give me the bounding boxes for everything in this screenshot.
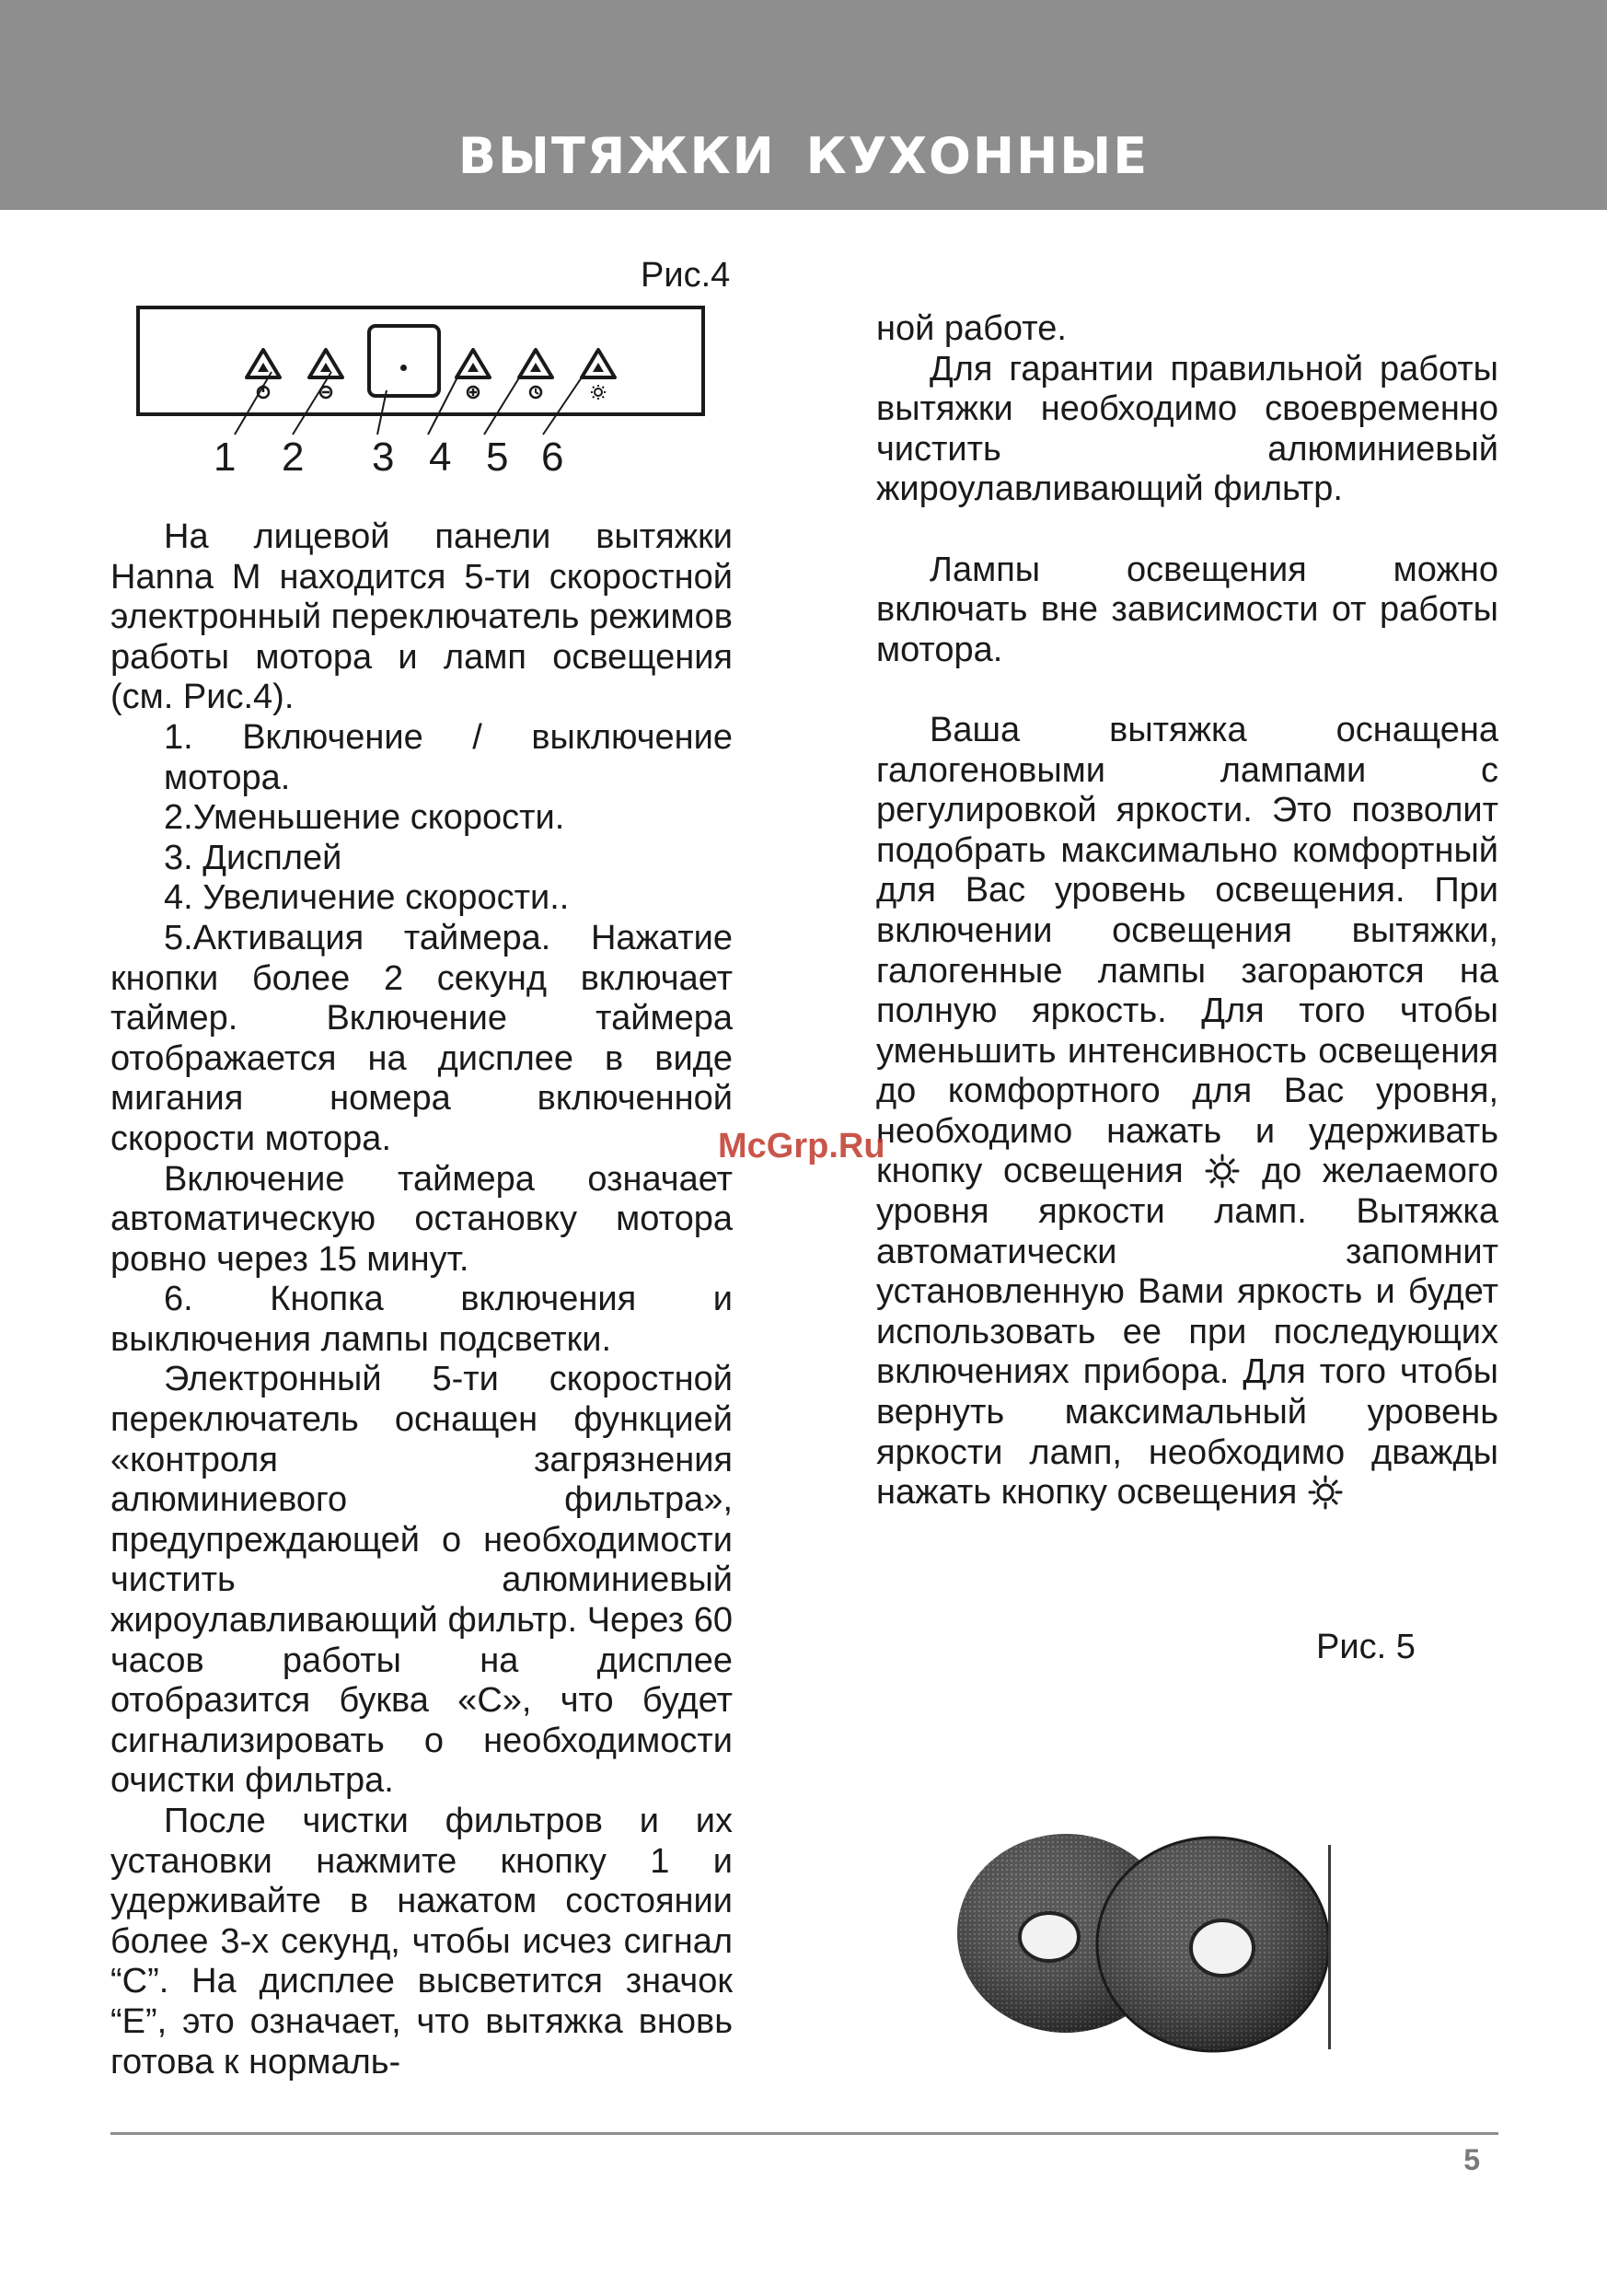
lamps-paragraph: Лампы освещения можно включать вне зависимости от работы мотора. [876,550,1498,669]
halogen-text-part2: до желаемого уровня яркости ламп. Вытяжка автоматически запомнит установленную Вами яркость и будет использовать ее при последующих включениях прибора. Для того чтобы вернуть максимальный уровень яркости ламп, необходимо дважды нажать кнопку освещения [876,1152,1498,1513]
list-item: 2.Уменьшение скорости. [164,798,565,838]
footer-divider [110,2132,1498,2135]
carbon-filters-image [946,1823,1344,2062]
intro-paragraph: На лицевой панели вытяжки Hanna M находится 5-ти скоростной электронный переключатель режимов работы мотора и ламп освещения (см. Рис.4). [110,517,733,717]
list-item: 1. Включение / выключение мотора. [164,717,733,797]
light-sun-icon [1204,1153,1241,1189]
list-item: 4. Увеличение скорости.. [164,878,570,918]
timer-note-paragraph: Включение таймера означает автоматическую остановку мотора ровно через 15 минут. [110,1159,733,1279]
page-header [0,0,1607,210]
halogen-paragraph [876,711,1498,1513]
page-title: ВЫТЯЖКИ КУХОННЫЕ [457,127,1150,185]
after-cleaning-paragraph: После чистки фильтров и их установки нажмите кнопку 1 и удерживайте в нажатом состоянии более 3-х секунд, чтобы исчез сигнал “С”. На дисплее высветится значок “Е”, это означает, что вытяжка вновь готова к нормаль- [110,1802,733,2081]
callout-number: 1 [214,435,237,480]
continuation-paragraph: ной работе. [876,309,1067,348]
halogen-text-part1: Ваша вытяжка оснащена галогеновыми лампами с регулировкой яркости. Это позволит подобрать максимально комфортный для Вас уровень освещения. При включении освещения вытяжки, галогенные лампы загораются на полную яркость. Для того чтобы уменьшить интенсивность освещения до комфортного для Вас уровня, необходимо нажать и удерживать кнопку освещения [876,710,1498,1191]
callout-lines [184,368,607,442]
callout-number: 4 [429,435,452,480]
list-item: 6. Кнопка включения и выключения лампы подсветки. [110,1280,733,1359]
guarantee-paragraph: Для гарантии правильной работы вытяжки необходимо своевременно чистить алюминиевый жироулавливающий фильтр. [876,349,1498,509]
list-item: 5.Активация таймера. Нажатие кнопки более 2 секунд включает таймер. Включение таймера отображается на дисплее в виде мигания номера включенной скорости мотора. [110,918,733,1158]
right-text-column [876,309,1498,1513]
light-sun-icon [1307,1474,1344,1511]
watermark: McGrp.Ru [718,1127,885,1165]
filter-control-paragraph: Электронный 5-ти скоростной переключатель оснащен функцией «контроля загрязнения алюминиевого фильтра», предупреждающей о необходимости чистить алюминиевый жироулавливающий фильтр. Через 60 часов работы на дисплее отобразится буква «С», что будет сигнализировать о необходимости очистки фильтра. [110,1360,733,1801]
callout-number: 6 [541,435,564,480]
callout-number: 3 [372,435,395,480]
list-item: 3. Дисплей [164,838,342,877]
figure-5-caption: Рис. 5 [1316,1628,1416,1666]
callout-number: 5 [486,435,509,480]
left-text-column [110,517,733,2082]
divider [1328,1845,1331,2049]
figure-4-caption: Рис.4 [641,256,731,295]
callout-number: 2 [282,435,305,480]
page-number: 5 [1463,2143,1480,2176]
